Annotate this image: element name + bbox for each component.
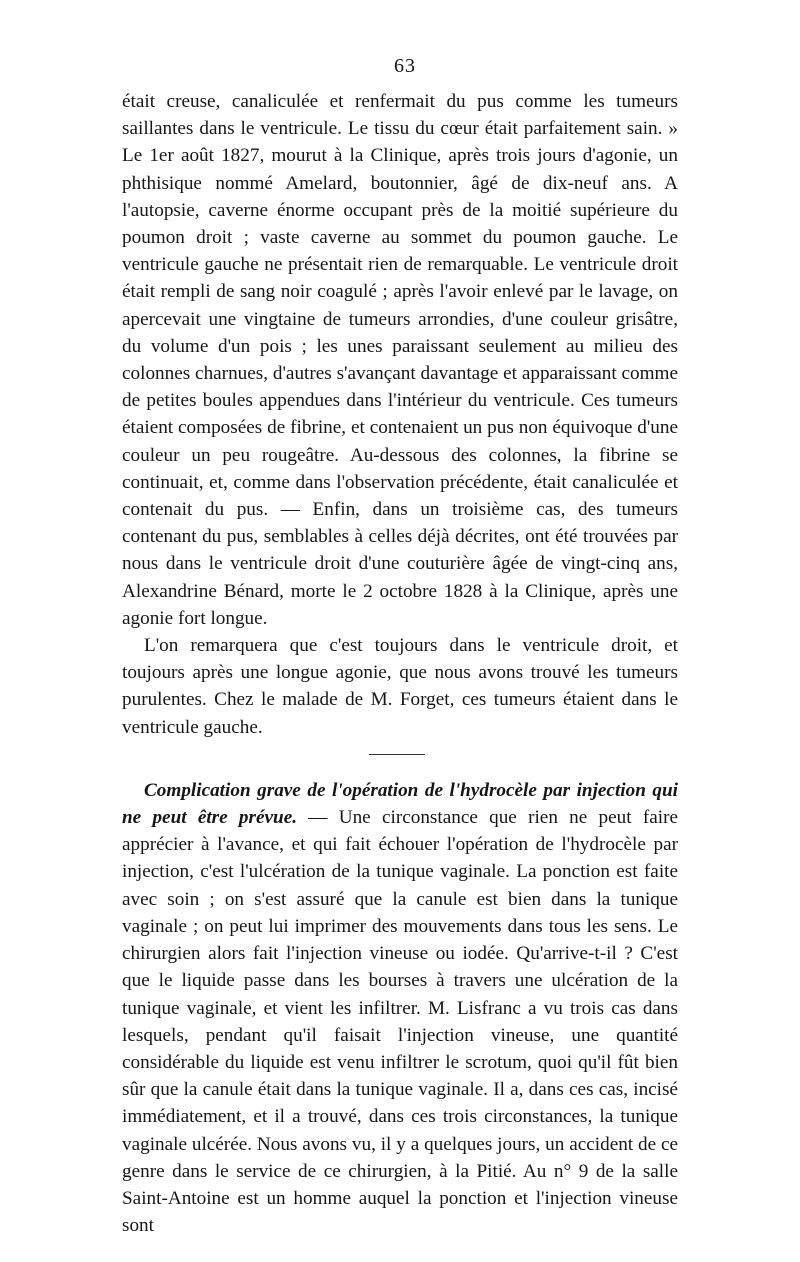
remark-paragraph: L'on remarquera que c'est toujours dans le ventricule droit, et toujours après une longue agonie, que nous avons trouvé les tumeurs purulentes. Chez le malade de M. Forget, ces tumeurs étaient dans le ventricule gauche. [122,635,678,738]
continuation-paragraph: était creuse, canaliculée et renfermait du pus comme les tumeurs saillantes dans le ventricule. Le tissu du cœur était parfaitement sain. » Le 1er août 1827, mourut à la Clinique, après trois jours d'agonie, un phthisique nommé Amelard, boutonnier, âgé de dix-neuf ans. A l'autopsie, caverne énorme occupant près de la moitié supérieure du poumon droit ; vaste caverne au sommet du poumon gauche. Le ventricule gauche ne présentait rien de remarquable. Le ventricule droit était rempli de sang noir coagulé ; après l'avoir enlevé par le lavage, on apercevait une vingtaine de tumeurs arrondies, d'une couleur grisâtre, du volume d'un pois ; les unes paraissant seulement au milieu des colonnes charnues, d'autres s'avançant davantage et apparaissant comme de petites boules appendues dans l'intérieur du ventricule. Ces tumeurs étaient composées de fibrine, et contenaient un pus non équivoque d'une couleur un peu rougeâtre. Au-dessous des colonnes, la fibrine se continuait, et, comme dans l'observation précédente, était canaliculée et contenait du pus. — Enfin, dans un troisième cas, des tumeurs contenant du pus, semblables à celles déjà décrites, ont été trouvées par nous dans le ventricule droit d'une couturière âgée de vingt-cinq ans, Alexandrine Bénard, morte le 2 octobre 1828 à la Clinique, après une agonie fort longue. [122,91,678,629]
section-body: — Une circonstance que rien ne peut faire apprécier à l'avance, et qui fait échouer l'opération de l'hydrocèle par injection, c'est l'ulcération de la tunique vaginale. La ponction est faite avec soin ; on s'est assuré que la canule est bien dans la tunique vaginale ; on peut lui imprimer des mouvements dans tous les sens. Le chirurgien alors fait l'injection vineuse ou iodée. Qu'arrive-t-il ? C'est que le liquide passe dans les bourses à travers une ulcération de la tunique vaginale, et vient les infiltrer. M. Lisfranc a vu trois cas dans lesquels, pendant qu'il faisait l'injection vineuse, une quantité considérable du liquide est venu infiltrer le scrotum, quoi qu'il fût bien sûr que la canule était dans la tunique vaginale. Il a, dans ces cas, incisé immédiatement, et il a trouvé, dans ces trois circonstances, la tunique vaginale ulcérée. Nous avons vu, il y a quelques jours, un accident de ce genre dans le service de ce chirurgien, à la Pitié. Au n° 9 de la salle Saint-Antoine est un homme auquel la ponction et l'injection vineuse sont [122,807,678,1237]
page-number: 63 [394,55,416,77]
document-page [122,54,678,1239]
section-title: Complication grave de l'opération de l'hydrocèle par injection qui ne peut être prévue. [122,779,678,829]
section-paragraph [122,777,678,1239]
section-divider [369,754,425,755]
